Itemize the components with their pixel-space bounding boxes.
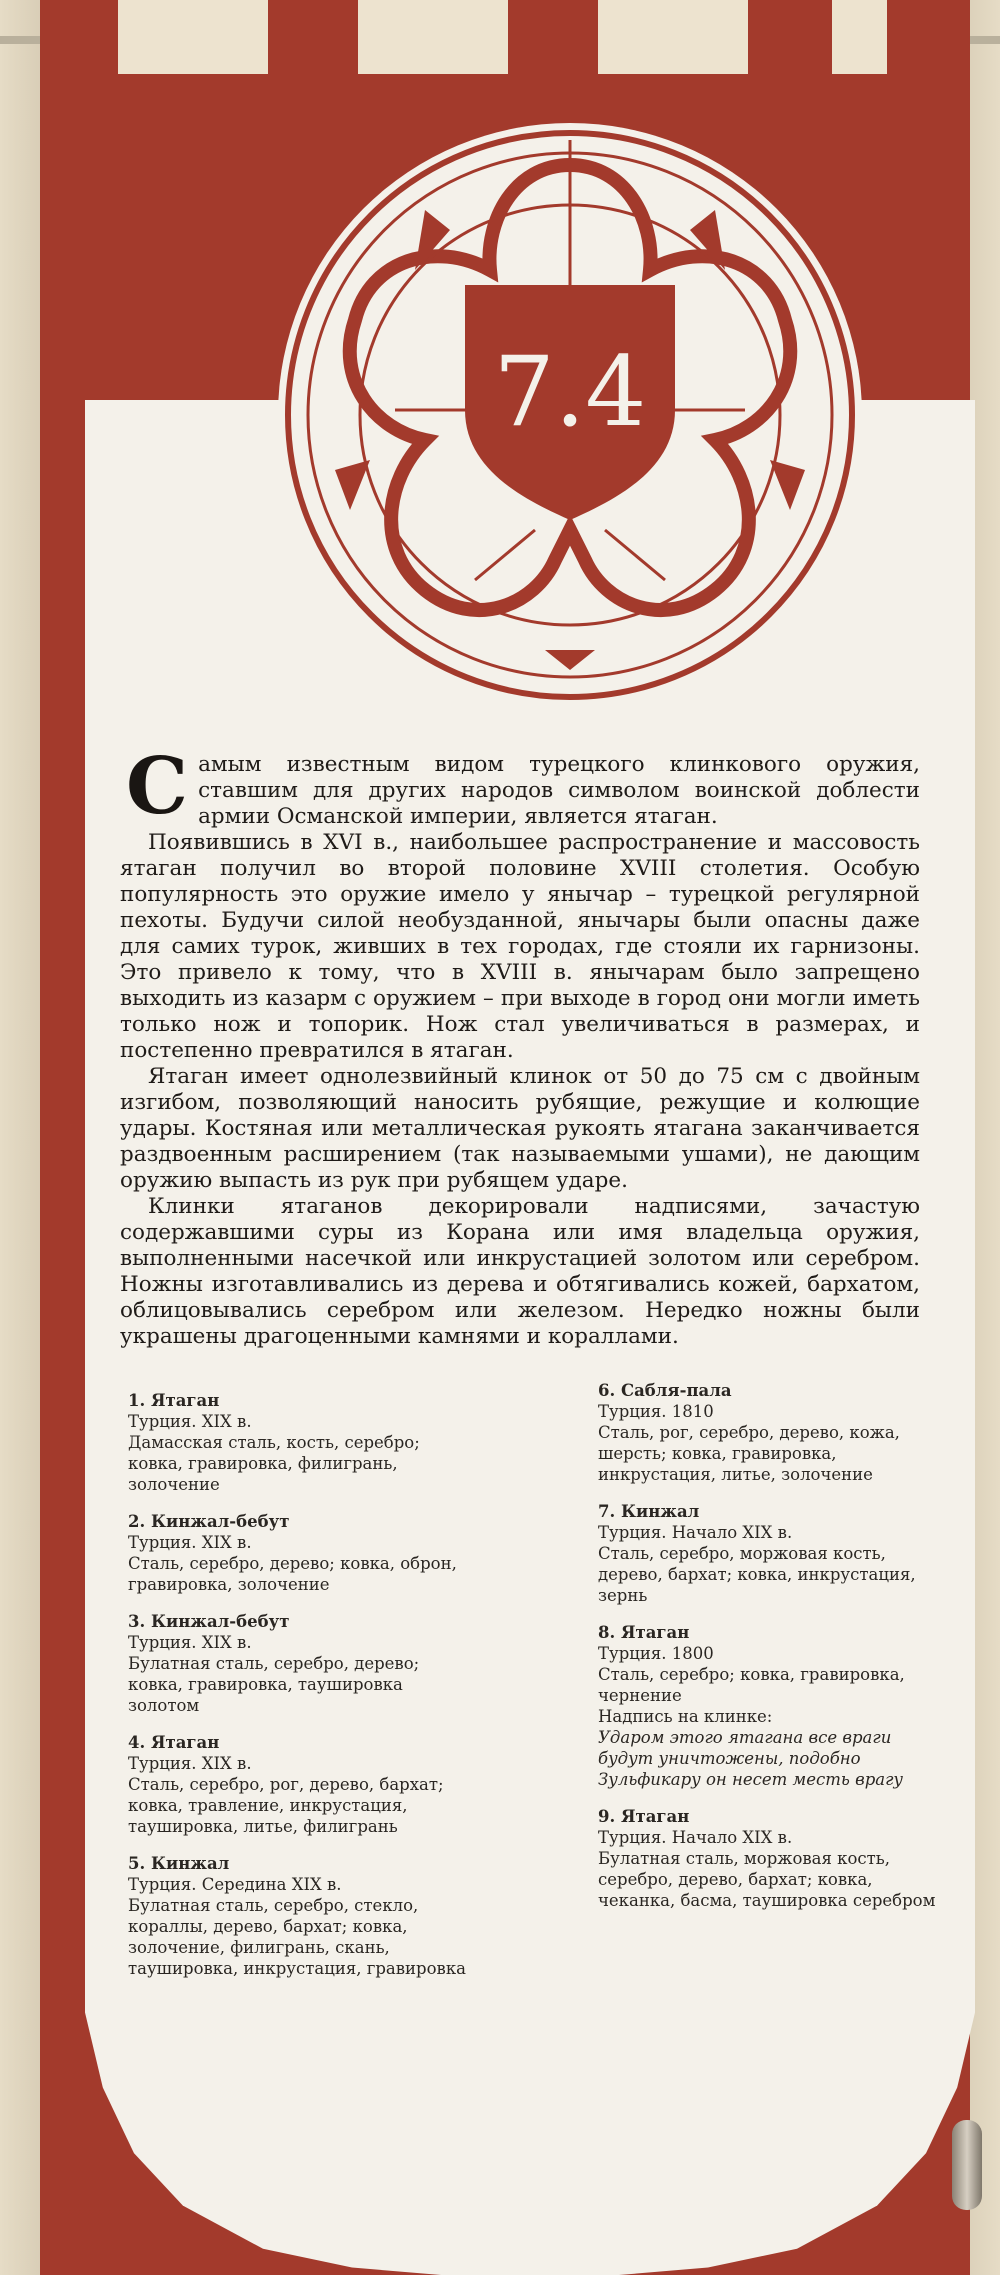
item-origin: Турция. XIX в. [128,1633,252,1652]
list-item [598,1806,938,1911]
wall-left [0,0,40,2275]
banner-gap [832,0,887,74]
paragraph-3: Ятаган имеет однолезвийный клинок от 50 до 75 см с двойным изгибом, позволяющий наносить рубящие, режущие и колющие удары. Костяная или металлическая рукоять ятагана заканчивается раздвоенным расширением (так называемыми ушами), не дающим оружию выпасть из рук при рубящем ударе. [120,1064,920,1193]
list-item [128,1611,468,1716]
item-desc: Сталь, серебро, рог, дерево, бархат; ковка, травление, инкрустация, таушировка, литье, филигрань [128,1775,444,1836]
banner-gap [598,0,748,74]
item-origin: Турция. Начало XIX в. [598,1828,793,1847]
item-desc: Сталь, серебро, моржовая кость, дерево, бархат; ковка, инкрустация, зернь [598,1544,916,1605]
item-desc: Дамасская сталь, кость, серебро; ковка, гравировка, филигрань, золочение [128,1433,420,1494]
item-title: 6. Сабля-пала [598,1381,732,1400]
list-item [128,1853,468,1979]
items-list-left [128,1390,468,1995]
item-desc: Сталь, серебро, дерево; ковка, оброн, гравировка, золочение [128,1554,457,1594]
item-desc: Булатная сталь, моржовая кость, серебро, дерево, бархат; ковка, чеканка, басма, таушировка серебром [598,1849,936,1910]
list-item [128,1511,468,1595]
item-origin: Турция. XIX в. [128,1533,252,1552]
list-item [598,1380,938,1485]
item-inscription: Ударом этого ятагана все враги будут уничтожены, подобно Зульфикару он несет месть врагу [598,1728,904,1789]
item-inscription-label: Надпись на клинке: [598,1707,773,1726]
paragraph-2: Появившись в XVI в., наибольшее распространение и массовость ятаган получил во второй половине XVIII столетия. Особую популярность это оружие имело у янычар – турецкой регулярной пехоты. Будучи силой необузданной, янычары были опасны даже для самих турок, живших в тех городах, где стояли их гарнизоны. Это привело к тому, что в XVIII в. янычарам было запрещено выходить из казарм с оружием – при выходе в город они могли иметь только нож и топорик. Нож стал увеличиваться в размерах, и постепенно превратился в ятаган. [120,830,920,1063]
emblem-number: 7.4 [493,336,647,448]
list-item [128,1732,468,1837]
item-title: 7. Кинжал [598,1502,700,1521]
item-origin: Турция. 1800 [598,1644,714,1663]
list-item [128,1390,468,1495]
banner-gap [358,0,508,74]
banner-gap [118,0,268,74]
item-title: 1. Ятаган [128,1391,220,1410]
item-title: 3. Кинжал-бебут [128,1612,290,1631]
list-item [598,1501,938,1606]
item-title: 8. Ятаган [598,1623,690,1642]
item-title: 9. Ятаган [598,1807,690,1826]
item-desc: Булатная сталь, серебро, дерево; ковка, гравировка, таушировка золотом [128,1654,420,1715]
item-title: 4. Ятаган [128,1733,220,1752]
paragraph-1: Самым известным видом турецкого клинкового оружия, ставшим для других народов символом воинской доблести армии Османской империи, является ятаган. [126,741,920,832]
item-title: 5. Кинжал [128,1854,230,1873]
wall-hook [952,2120,982,2210]
item-desc: Булатная сталь, серебро, стекло, кораллы, дерево, бархат; ковка, золочение, филигрань, скань, таушировка, инкрустация, гравировка [128,1896,466,1978]
item-desc: Сталь, рог, серебро, дерево, кожа, шерсть; ковка, гравировка, инкрустация, литье, золочение [598,1423,900,1484]
item-title: 2. Кинжал-бебут [128,1512,290,1531]
list-item [598,1622,938,1790]
item-desc: Сталь, серебро; ковка, гравировка, чернение [598,1665,905,1705]
item-origin: Турция. 1810 [598,1402,714,1421]
item-origin: Турция. Начало XIX в. [598,1523,793,1542]
item-origin: Турция. Середина XIX в. [128,1875,342,1894]
items-list-right [598,1380,938,1927]
item-origin: Турция. XIX в. [128,1754,252,1773]
emblem-rosette [275,110,865,720]
main-text [120,741,920,1350]
paragraph-4: Клинки ятаганов декорировали надписями, зачастую содержавшими суры из Корана или имя владельца оружия, выполненными насечкой или инкрустацией золотом или серебром. Ножны изготавливались из дерева и обтягивались кожей, бархатом, облицовывались серебром или железом. Нередко ножны были украшены драгоценными камнями и кораллами. [120,1194,920,1349]
dropcap: С [126,741,189,832]
item-origin: Турция. XIX в. [128,1412,252,1431]
